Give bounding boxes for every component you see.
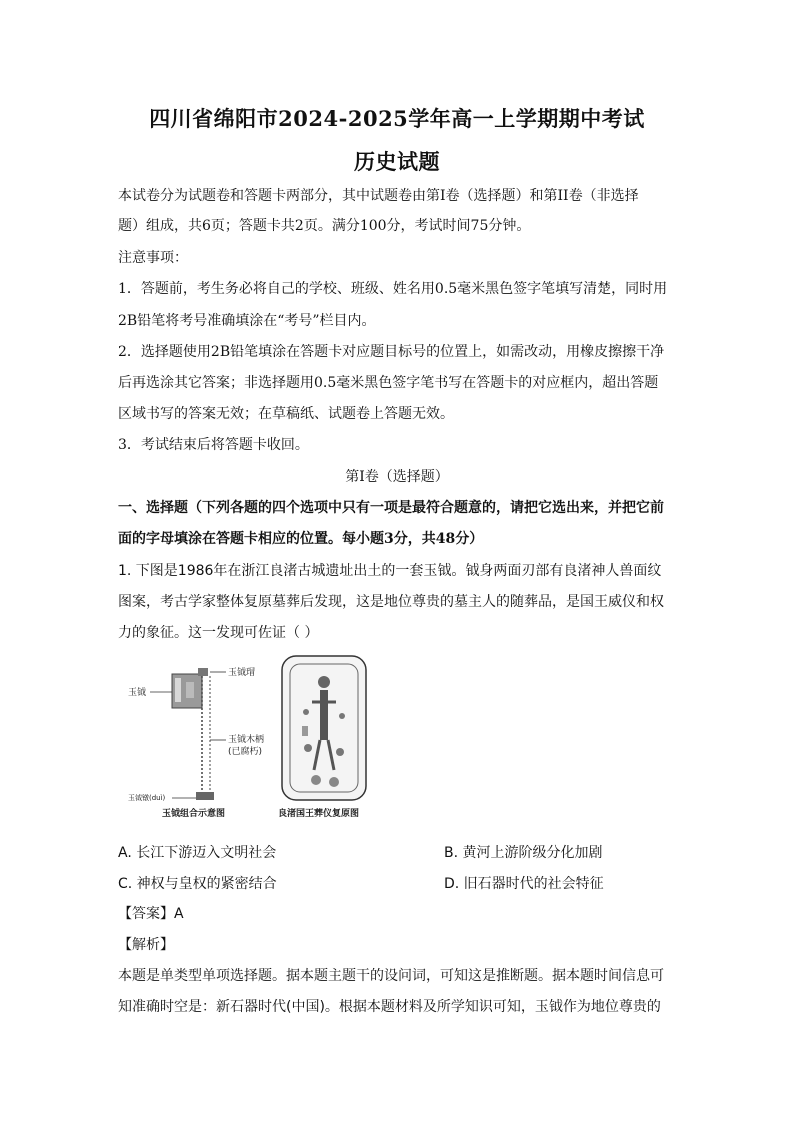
label-handle-1: 玉钺木柄 (228, 735, 265, 745)
axe-assembly-diagram (128, 666, 264, 819)
note-1-line-2: 2B铅笔将考号准确填涂在“考号”栏目内。 (118, 313, 376, 329)
question-1-line-1: 1. 下图是1986年在浙江良渚古城遗址出土的一套玉钺。钺身两面刃部有良渚神人兽面纹 (118, 563, 662, 579)
note-2-line-3: 区域书写的答案无效；在草稿纸、试题卷上答题无效。 (118, 406, 454, 422)
caption-right: 良渚国王葬仪复原图 (278, 809, 360, 819)
jade-axe-illustration (120, 652, 380, 822)
notes-heading: 注意事项： (118, 250, 188, 266)
jade-axe-cap (198, 668, 208, 676)
label-dui: 玉钺镦(duì) (128, 794, 166, 802)
caption-left: 玉钺组合示意图 (162, 809, 226, 819)
intro-line-1: 本试卷分为试题卷和答题卡两部分，其中试题卷由第I卷（选择题）和第II卷（非选择 (118, 188, 639, 204)
label-handle-2: (已腐朽) (228, 747, 263, 757)
subject-title: 历史试题 (354, 149, 440, 174)
section-instruction-line-1: 一、选择题（下列各题的四个选项中只有一项是最符合题意的，请把它选出来，并把它前 (118, 500, 664, 516)
jade-axe-base (196, 792, 214, 800)
option-b: B. 黄河上游阶级分化加剧 (444, 845, 603, 861)
note-3: 3．考试结束后将答题卡收回。 (118, 437, 309, 453)
exam-title: 四川省绵阳市2024-2025学年高一上学期期中考试 (149, 106, 645, 131)
option-d: D. 旧石器时代的社会特征 (444, 876, 604, 892)
note-2-line-2: 后再选涂其它答案；非选择题用0.5毫米黑色签字笔书写在答题卡的对应框内，超出答题 (118, 375, 659, 391)
option-c: C. 神权与皇权的紧密结合 (118, 876, 277, 892)
analysis-heading: 【解析】 (118, 937, 174, 953)
label-yue-cap: 玉钺瑁 (228, 668, 256, 678)
note-2-line-1: 2．选择题使用2B铅笔填涂在答题卡对应题目标号的位置上，如需改动，用橡皮擦擦干净 (118, 344, 665, 360)
label-yue: 玉钺 (128, 688, 147, 698)
question-1-line-3: 力的象征。这一发现可佐证（ ） (118, 625, 319, 641)
answer: 【答案】A (118, 906, 184, 922)
section-title: 第I卷（选择题） (345, 469, 449, 485)
note-1-line-1: 1．答题前，考生务必将自己的学校、班级、姓名用0.5毫米黑色签字笔填写清楚，同时用 (118, 281, 668, 297)
tomb-reconstruction-diagram (278, 656, 366, 819)
intro-line-2: 题）组成，共6页；答题卡共2页。满分100分，考试时间75分钟。 (118, 218, 531, 234)
question-1-line-2: 图案，考古学家整体复原墓葬后发现，这是地位尊贵的墓主人的随葬品，是国王威仪和权 (118, 594, 664, 610)
skull (318, 676, 330, 688)
analysis-line-2: 知准确时空是：新石器时代(中国)。根据本题材料及所学知识可知，玉钺作为地位尊贵的 (118, 999, 661, 1015)
question-1-figure (120, 652, 380, 822)
option-a: A. 长江下游迈入文明社会 (118, 845, 277, 861)
section-instruction-line-2: 面的字母填涂在答题卡相应的位置。每小题3分，共48分） (118, 531, 484, 547)
analysis-line-1: 本题是单类型单项选择题。据本题主题干的设问词，可知这是推断题。据本题时间信息可 (118, 968, 664, 984)
